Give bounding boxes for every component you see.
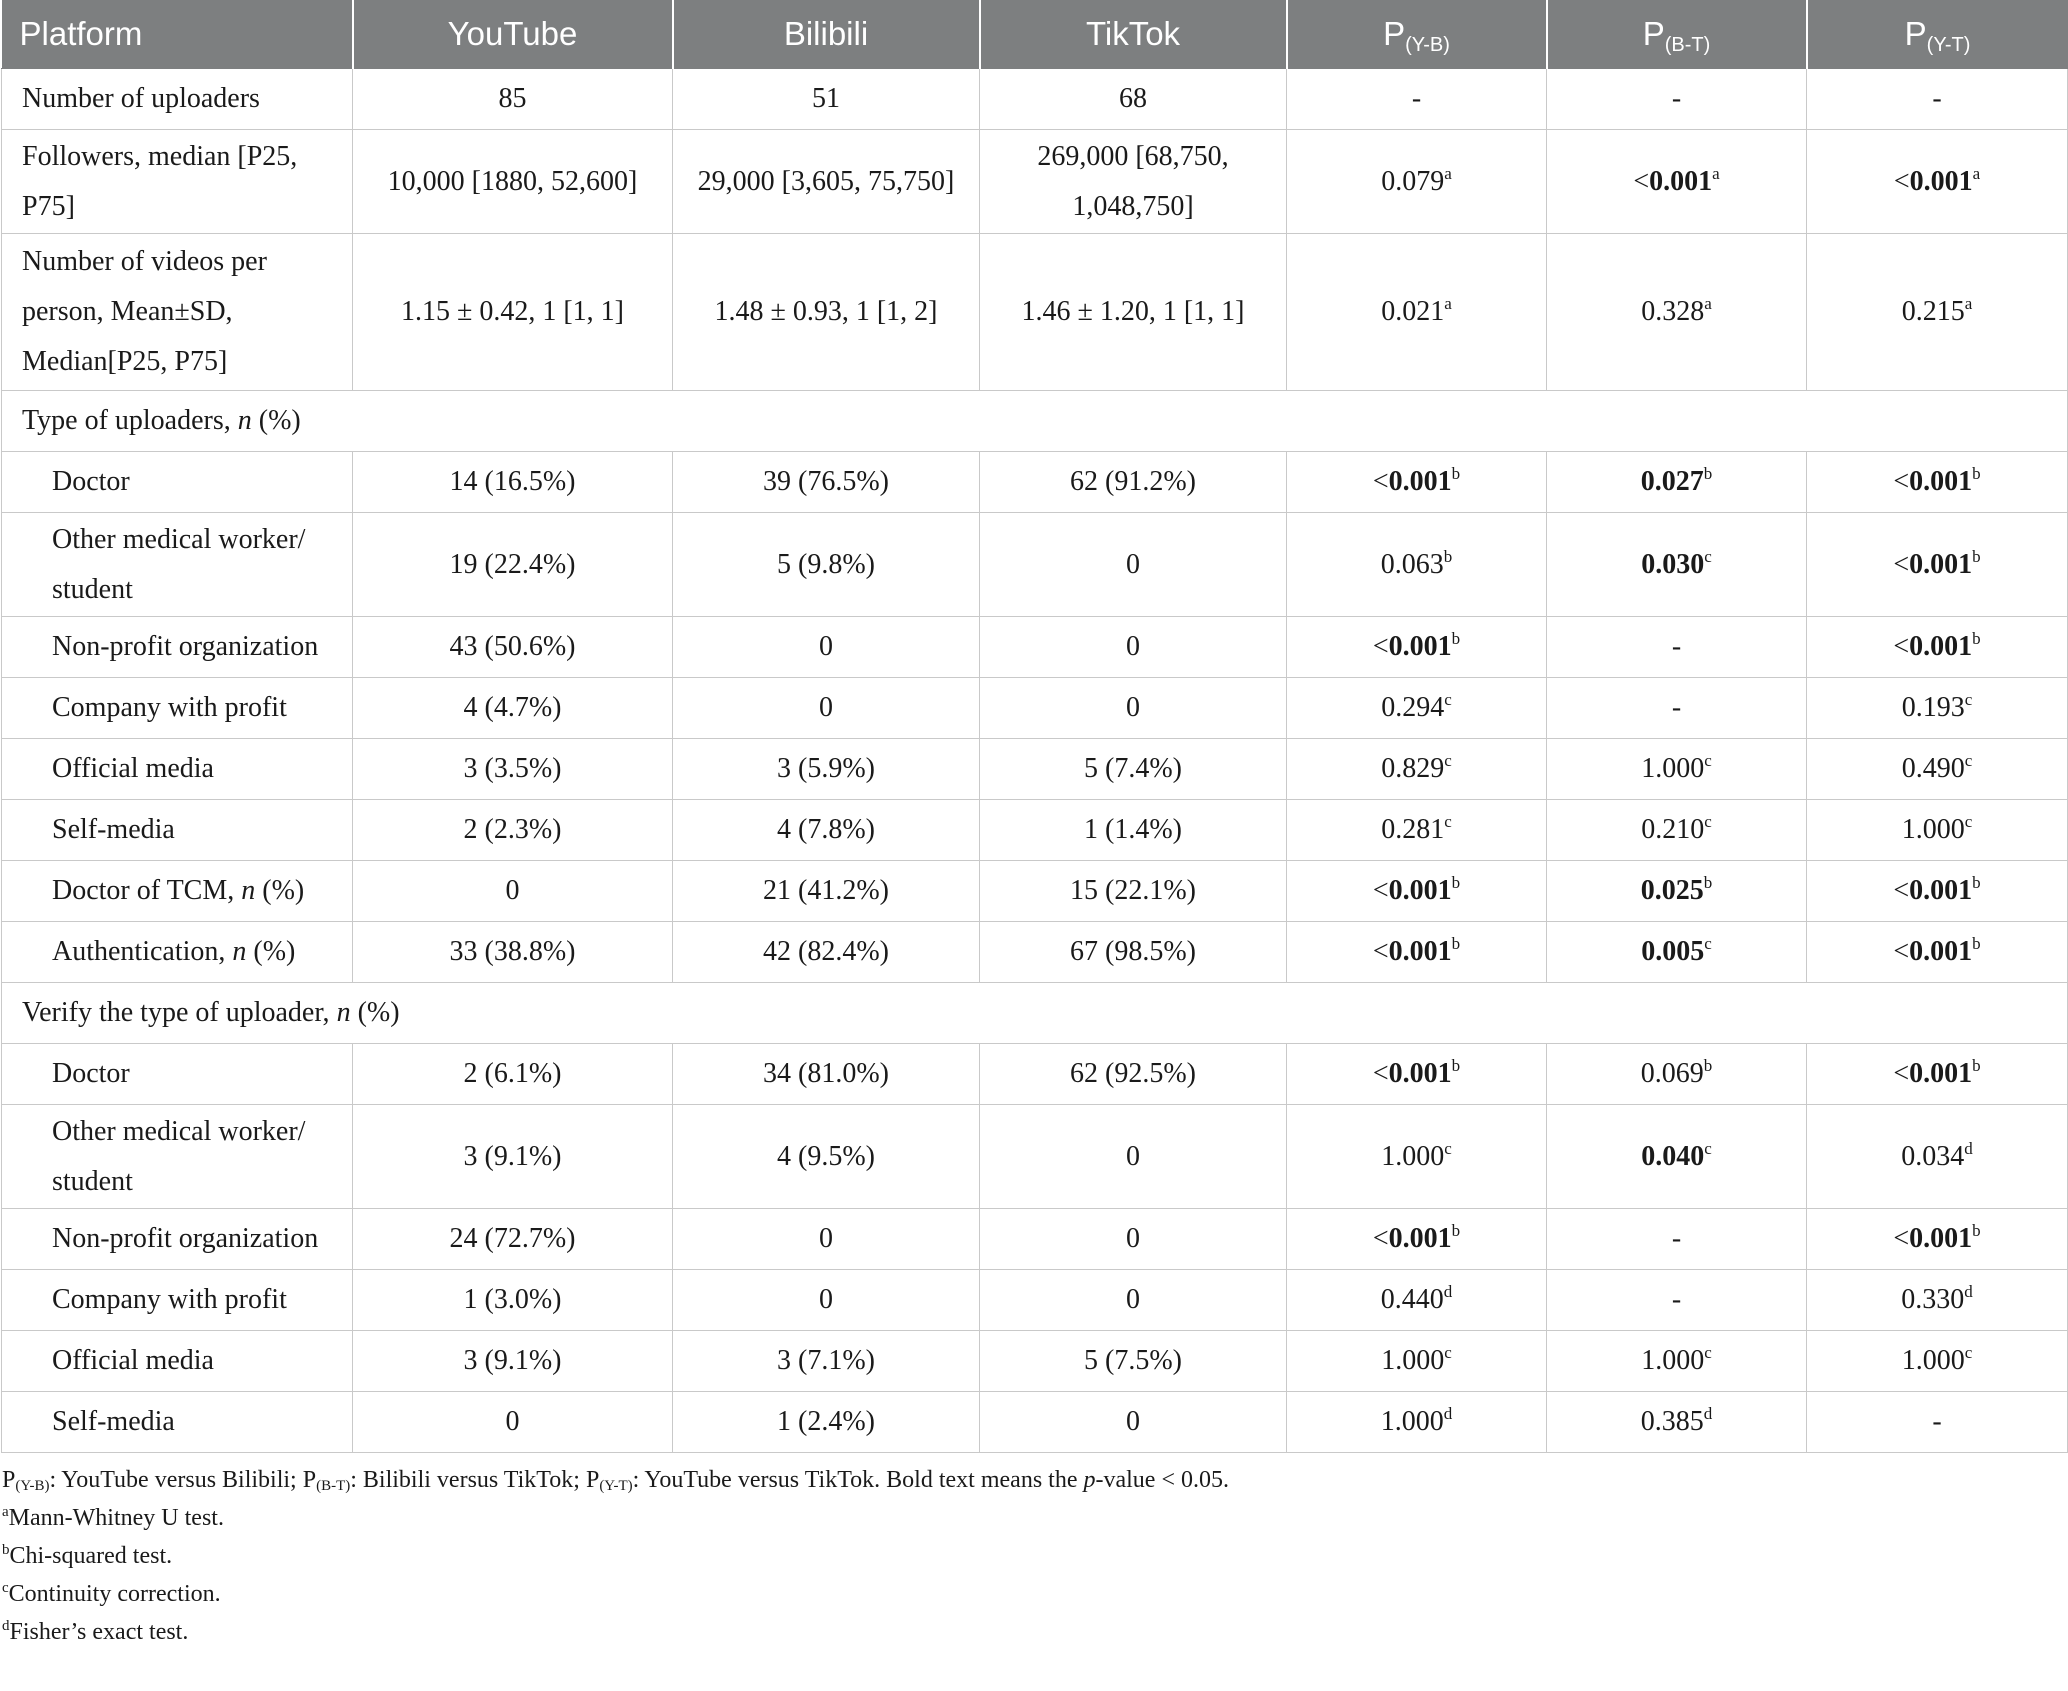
lt-sign: < bbox=[1893, 875, 1910, 906]
p-yt-cell bbox=[1807, 234, 2068, 391]
note-text: Fisher’s exact test. bbox=[9, 1619, 189, 1645]
label-text: Doctor of TCM, bbox=[52, 875, 242, 906]
test-superscript: d bbox=[1964, 1282, 1973, 1301]
table-row bbox=[2, 678, 2068, 739]
test-superscript: c bbox=[1704, 1343, 1712, 1362]
table-row bbox=[2, 922, 2068, 983]
p-bt-sub: (B-T) bbox=[1664, 34, 1711, 56]
p-yt-cell bbox=[1807, 678, 2068, 739]
footnote-marker: c bbox=[2, 1580, 9, 1596]
row-label: Number of videos per person, Mean±SD, Median[P25, P75] bbox=[2, 234, 353, 391]
lt-sign: < bbox=[1372, 631, 1389, 662]
p-yb-cell bbox=[1287, 922, 1547, 983]
section-label bbox=[2, 983, 2068, 1044]
tiktok-cell: 269,000 [68,750, 1,048,750] bbox=[980, 130, 1287, 234]
youtube-cell: 85 bbox=[353, 69, 673, 130]
test-superscript: a bbox=[1712, 163, 1720, 183]
p-yb-cell bbox=[1287, 452, 1547, 513]
bilibili-cell: 5 (9.8%) bbox=[673, 513, 980, 617]
label-text: (%) bbox=[246, 936, 296, 967]
test-superscript: b bbox=[1972, 873, 1981, 892]
p-value: 1.000 bbox=[1641, 753, 1705, 784]
section-label bbox=[2, 391, 2068, 452]
p-value: 0.330 bbox=[1901, 1284, 1965, 1315]
bilibili-cell: 34 (81.0%) bbox=[673, 1044, 980, 1105]
footnote-marker: a bbox=[2, 1504, 9, 1520]
lt-sign: < bbox=[1372, 875, 1389, 906]
p-value: 0.001 bbox=[1388, 936, 1452, 967]
header-bilibili: Bilibili bbox=[673, 0, 980, 69]
p-bt-cell: - bbox=[1547, 1209, 1807, 1270]
p-value: 0.001 bbox=[1388, 466, 1452, 497]
row-label: Doctor bbox=[2, 452, 353, 513]
test-superscript: b bbox=[1972, 546, 1981, 566]
p-bt-cell bbox=[1547, 1044, 1807, 1105]
lt-sign: < bbox=[1893, 1223, 1910, 1254]
p-yt-cell: - bbox=[1807, 69, 2068, 130]
test-superscript: a bbox=[1704, 294, 1712, 313]
footnote-abbreviations bbox=[2, 1461, 2068, 1499]
test-superscript: c bbox=[1704, 934, 1712, 953]
p-yb-cell bbox=[1287, 1392, 1547, 1453]
p-bt-cell bbox=[1547, 513, 1807, 617]
note-text: Chi-squared test. bbox=[9, 1543, 173, 1569]
youtube-cell: 1.15 ± 0.42, 1 [1, 1] bbox=[353, 234, 673, 391]
p-value: 1.000 bbox=[1641, 1345, 1705, 1376]
test-superscript: b bbox=[1451, 873, 1461, 892]
p-yt-cell bbox=[1807, 617, 2068, 678]
test-superscript: c bbox=[1444, 1138, 1452, 1158]
youtube-cell: 2 (2.3%) bbox=[353, 800, 673, 861]
youtube-cell: 24 (72.7%) bbox=[353, 1209, 673, 1270]
bilibili-cell: 1.48 ± 0.93, 1 [1, 2] bbox=[673, 234, 980, 391]
test-superscript: b bbox=[1703, 873, 1713, 892]
tiktok-cell: 0 bbox=[980, 678, 1287, 739]
row-label: Official media bbox=[2, 1331, 353, 1392]
p-letter: P bbox=[1642, 15, 1665, 52]
test-superscript: c bbox=[1704, 546, 1712, 566]
label-text: (%) bbox=[255, 875, 305, 906]
section-text: (%) bbox=[251, 405, 301, 436]
tiktok-cell: 62 (92.5%) bbox=[980, 1044, 1287, 1105]
p-value: 0.021 bbox=[1381, 296, 1445, 327]
p-value: 0.829 bbox=[1381, 753, 1445, 784]
p-yt-cell bbox=[1807, 1105, 2068, 1209]
p-value: 0.001 bbox=[1909, 1223, 1973, 1254]
p-yb-cell bbox=[1287, 1105, 1547, 1209]
p-bt-cell bbox=[1547, 452, 1807, 513]
test-superscript: b bbox=[1972, 1221, 1981, 1240]
note-text: : YouTube versus TikTok. Bold text means the bbox=[632, 1467, 1084, 1493]
test-superscript: b bbox=[1972, 1056, 1981, 1075]
footnote-marker: d bbox=[2, 1618, 10, 1634]
test-superscript: c bbox=[1964, 1343, 1973, 1362]
p-yt-cell bbox=[1807, 922, 2068, 983]
p-value: 0.063 bbox=[1380, 548, 1444, 580]
header-youtube: YouTube bbox=[353, 0, 673, 69]
tiktok-cell: 0 bbox=[980, 1392, 1287, 1453]
bilibili-cell: 0 bbox=[673, 617, 980, 678]
youtube-cell: 14 (16.5%) bbox=[353, 452, 673, 513]
lt-sign: < bbox=[1893, 936, 1910, 967]
test-superscript: b bbox=[1451, 934, 1461, 953]
youtube-cell: 19 (22.4%) bbox=[353, 513, 673, 617]
row-label: Other medical worker/ student bbox=[2, 513, 353, 617]
row-label: Non-profit organization bbox=[2, 1209, 353, 1270]
table-row bbox=[2, 130, 2068, 234]
n-italic: n bbox=[237, 405, 252, 436]
p-yt-cell bbox=[1807, 1270, 2068, 1331]
p-value: 0.281 bbox=[1381, 814, 1445, 845]
footnote-b bbox=[2, 1537, 2068, 1575]
p-yt-cell bbox=[1807, 130, 2068, 234]
test-superscript: c bbox=[1704, 1138, 1712, 1158]
p-yb-cell: - bbox=[1287, 69, 1547, 130]
p-yt-cell bbox=[1807, 800, 2068, 861]
test-superscript: b bbox=[1972, 934, 1981, 953]
p-bt-cell bbox=[1547, 1331, 1807, 1392]
p-yb-cell bbox=[1287, 800, 1547, 861]
bilibili-cell: 0 bbox=[673, 1270, 980, 1331]
test-superscript: c bbox=[1444, 751, 1452, 770]
p-value: 0.001 bbox=[1388, 1223, 1452, 1254]
p-letter: P bbox=[1383, 15, 1406, 52]
p-value: 0.001 bbox=[1909, 631, 1973, 662]
p-yb-cell bbox=[1287, 861, 1547, 922]
youtube-cell: 3 (9.1%) bbox=[353, 1105, 673, 1209]
p-yb-cell bbox=[1287, 1209, 1547, 1270]
bilibili-cell: 39 (76.5%) bbox=[673, 452, 980, 513]
p-yt-cell bbox=[1807, 452, 2068, 513]
table-row bbox=[2, 1105, 2068, 1209]
youtube-cell: 10,000 [1880, 52,600] bbox=[353, 130, 673, 234]
row-label: Non-profit organization bbox=[2, 617, 353, 678]
test-superscript: a bbox=[1444, 163, 1452, 183]
table-row bbox=[2, 513, 2068, 617]
section-text: (%) bbox=[350, 997, 400, 1028]
test-superscript: c bbox=[1964, 751, 1973, 770]
p-italic: p bbox=[1083, 1467, 1096, 1493]
p-value: 0.328 bbox=[1641, 296, 1705, 327]
note-text: -value < 0.05. bbox=[1095, 1467, 1229, 1493]
lt-sign: < bbox=[1893, 466, 1910, 497]
p-yb-cell bbox=[1287, 678, 1547, 739]
p-value: 0.001 bbox=[1909, 875, 1973, 906]
p-bt-cell bbox=[1547, 234, 1807, 391]
row-label: Other medical worker/ student bbox=[2, 1105, 353, 1209]
bilibili-cell: 29,000 [3,605, 75,750] bbox=[673, 130, 980, 234]
test-superscript: a bbox=[1972, 163, 1981, 183]
p-value: 0.490 bbox=[1901, 753, 1965, 784]
lt-sign: < bbox=[1372, 936, 1389, 967]
p-yb-cell bbox=[1287, 1044, 1547, 1105]
row-label bbox=[2, 861, 353, 922]
note-text: Continuity correction. bbox=[8, 1581, 221, 1607]
test-superscript: b bbox=[1703, 464, 1713, 483]
note-text: : Bilibili versus TikTok; bbox=[350, 1467, 586, 1493]
test-superscript: b bbox=[1972, 464, 1981, 483]
p-value: 0.215 bbox=[1901, 296, 1965, 327]
youtube-cell: 1 (3.0%) bbox=[353, 1270, 673, 1331]
youtube-cell: 3 (3.5%) bbox=[353, 739, 673, 800]
tiktok-cell: 68 bbox=[980, 69, 1287, 130]
p-letter: P bbox=[2, 1467, 16, 1493]
row-label: Company with profit bbox=[2, 678, 353, 739]
p-value: 0.001 bbox=[1388, 1058, 1452, 1089]
footnote-marker: b bbox=[2, 1542, 10, 1558]
tiktok-cell: 1 (1.4%) bbox=[980, 800, 1287, 861]
table-row bbox=[2, 1392, 2068, 1453]
p-yb-cell bbox=[1287, 1331, 1547, 1392]
lt-sign: < bbox=[1893, 165, 1910, 197]
bilibili-cell: 51 bbox=[673, 69, 980, 130]
p-value: 0.040 bbox=[1641, 1140, 1705, 1172]
p-yt-cell bbox=[1807, 739, 2068, 800]
test-superscript: c bbox=[1444, 812, 1452, 831]
youtube-cell: 2 (6.1%) bbox=[353, 1044, 673, 1105]
p-value: 0.001 bbox=[1909, 936, 1973, 967]
tiktok-cell: 0 bbox=[980, 1209, 1287, 1270]
note-text: Mann-Whitney U test. bbox=[8, 1505, 224, 1531]
header-p-bt bbox=[1547, 0, 1807, 69]
p-value: 0.079 bbox=[1381, 165, 1445, 197]
tiktok-cell: 0 bbox=[980, 1105, 1287, 1209]
p-value: 0.001 bbox=[1909, 548, 1973, 580]
section-row-type-of-uploaders bbox=[2, 391, 2068, 452]
p-value: 0.025 bbox=[1640, 875, 1704, 906]
bilibili-cell: 0 bbox=[673, 1209, 980, 1270]
bilibili-cell: 1 (2.4%) bbox=[673, 1392, 980, 1453]
p-yb-cell bbox=[1287, 1270, 1547, 1331]
lt-sign: < bbox=[1893, 631, 1910, 662]
p-bt-cell: - bbox=[1547, 678, 1807, 739]
youtube-cell: 33 (38.8%) bbox=[353, 922, 673, 983]
table-row bbox=[2, 1044, 2068, 1105]
table-row bbox=[2, 1209, 2068, 1270]
p-value: 0.027 bbox=[1640, 466, 1704, 497]
bilibili-cell: 3 (5.9%) bbox=[673, 739, 980, 800]
p-value: 0.385 bbox=[1640, 1406, 1704, 1437]
row-label: Official media bbox=[2, 739, 353, 800]
bilibili-cell: 0 bbox=[673, 678, 980, 739]
table-row bbox=[2, 452, 2068, 513]
p-value: 1.000 bbox=[1901, 814, 1965, 845]
p-yt-sub: (Y-T) bbox=[599, 1478, 633, 1494]
section-text: Verify the type of uploader, bbox=[22, 997, 337, 1028]
p-letter: P bbox=[302, 1467, 317, 1493]
bilibili-cell: 3 (7.1%) bbox=[673, 1331, 980, 1392]
p-yt-cell bbox=[1807, 1209, 2068, 1270]
table-row bbox=[2, 69, 2068, 130]
p-bt-cell: - bbox=[1547, 617, 1807, 678]
test-superscript: c bbox=[1964, 690, 1973, 709]
test-superscript: b bbox=[1451, 629, 1461, 648]
note-text: : YouTube versus Bilibili; bbox=[49, 1467, 303, 1493]
header-row bbox=[2, 0, 2068, 69]
p-value: 0.001 bbox=[1388, 875, 1452, 906]
p-value: 0.030 bbox=[1641, 548, 1705, 580]
p-bt-cell bbox=[1547, 1392, 1807, 1453]
p-bt-cell bbox=[1547, 861, 1807, 922]
youtube-cell: 0 bbox=[353, 1392, 673, 1453]
test-superscript: d bbox=[1443, 1282, 1453, 1301]
test-superscript: d bbox=[1443, 1404, 1453, 1423]
n-italic: n bbox=[336, 997, 351, 1028]
p-value: 0.193 bbox=[1901, 692, 1965, 723]
section-row-verify-type bbox=[2, 983, 2068, 1044]
p-bt-cell bbox=[1547, 922, 1807, 983]
p-letter: P bbox=[1904, 15, 1927, 52]
header-tiktok: TikTok bbox=[980, 0, 1287, 69]
test-superscript: b bbox=[1451, 1056, 1461, 1075]
p-value: 0.001 bbox=[1909, 1058, 1973, 1089]
tiktok-cell: 5 (7.4%) bbox=[980, 739, 1287, 800]
n-italic: n bbox=[232, 936, 247, 967]
p-value: 0.034 bbox=[1901, 1140, 1965, 1172]
p-value: 0.001 bbox=[1649, 165, 1713, 197]
footnote-c bbox=[2, 1575, 2068, 1613]
test-superscript: c bbox=[1964, 812, 1973, 831]
p-yb-sub: (Y-B) bbox=[1405, 34, 1450, 56]
n-italic: n bbox=[241, 875, 256, 906]
header-platform: Platform bbox=[2, 0, 353, 69]
tiktok-cell: 0 bbox=[980, 513, 1287, 617]
test-superscript: b bbox=[1451, 464, 1461, 483]
p-letter: P bbox=[585, 1467, 600, 1493]
p-bt-cell bbox=[1547, 800, 1807, 861]
test-superscript: b bbox=[1972, 629, 1981, 648]
p-yb-cell bbox=[1287, 739, 1547, 800]
row-label: Self-media bbox=[2, 1392, 353, 1453]
p-value: 0.210 bbox=[1641, 814, 1705, 845]
header-p-yt bbox=[1807, 0, 2068, 69]
p-value: 0.001 bbox=[1388, 631, 1452, 662]
p-value: 0.440 bbox=[1380, 1284, 1444, 1315]
row-label bbox=[2, 922, 353, 983]
lt-sign: < bbox=[1633, 165, 1650, 197]
youtube-cell: 4 (4.7%) bbox=[353, 678, 673, 739]
footnote-a bbox=[2, 1499, 2068, 1537]
p-value: 1.000 bbox=[1380, 1406, 1444, 1437]
bilibili-cell: 4 (9.5%) bbox=[673, 1105, 980, 1209]
tiktok-cell: 0 bbox=[980, 1270, 1287, 1331]
lt-sign: < bbox=[1372, 1058, 1389, 1089]
p-value: 0.069 bbox=[1640, 1058, 1704, 1089]
test-superscript: b bbox=[1703, 1056, 1713, 1075]
row-label: Doctor bbox=[2, 1044, 353, 1105]
p-yt-cell bbox=[1807, 513, 2068, 617]
row-label: Self-media bbox=[2, 800, 353, 861]
p-bt-cell bbox=[1547, 1105, 1807, 1209]
p-value: 1.000 bbox=[1901, 1345, 1965, 1376]
tiktok-cell: 67 (98.5%) bbox=[980, 922, 1287, 983]
p-yb-cell bbox=[1287, 513, 1547, 617]
p-value: 0.005 bbox=[1641, 936, 1705, 967]
p-value: 0.294 bbox=[1381, 692, 1445, 723]
p-yb-cell bbox=[1287, 130, 1547, 234]
label-text: Authentication, bbox=[52, 936, 233, 967]
table-row bbox=[2, 739, 2068, 800]
tiktok-cell: 0 bbox=[980, 617, 1287, 678]
p-yt-cell bbox=[1807, 1044, 2068, 1105]
bilibili-cell: 4 (7.8%) bbox=[673, 800, 980, 861]
p-bt-sub: (B-T) bbox=[316, 1478, 351, 1494]
tiktok-cell: 1.46 ± 1.20, 1 [1, 1] bbox=[980, 234, 1287, 391]
bilibili-cell: 21 (41.2%) bbox=[673, 861, 980, 922]
uploader-characteristics-table bbox=[1, 0, 2068, 1453]
row-label: Company with profit bbox=[2, 1270, 353, 1331]
p-bt-cell bbox=[1547, 130, 1807, 234]
test-superscript: b bbox=[1443, 546, 1453, 566]
section-text: Type of uploaders, bbox=[22, 405, 238, 436]
youtube-cell: 3 (9.1%) bbox=[353, 1331, 673, 1392]
youtube-cell: 0 bbox=[353, 861, 673, 922]
test-superscript: d bbox=[1964, 1138, 1973, 1158]
lt-sign: < bbox=[1372, 466, 1389, 497]
table-row bbox=[2, 234, 2068, 391]
tiktok-cell: 15 (22.1%) bbox=[980, 861, 1287, 922]
table-row bbox=[2, 617, 2068, 678]
header-p-yb bbox=[1287, 0, 1547, 69]
p-yt-cell: - bbox=[1807, 1392, 2068, 1453]
p-yb-sub: (Y-B) bbox=[15, 1478, 50, 1494]
bilibili-cell: 42 (82.4%) bbox=[673, 922, 980, 983]
lt-sign: < bbox=[1893, 548, 1910, 580]
test-superscript: c bbox=[1704, 812, 1712, 831]
lt-sign: < bbox=[1893, 1058, 1910, 1089]
p-yt-cell bbox=[1807, 861, 2068, 922]
table-row bbox=[2, 1331, 2068, 1392]
table-row bbox=[2, 1270, 2068, 1331]
test-superscript: b bbox=[1451, 1221, 1461, 1240]
test-superscript: c bbox=[1704, 751, 1712, 770]
footnote-d bbox=[2, 1613, 2068, 1651]
p-value: 0.001 bbox=[1909, 165, 1973, 197]
lt-sign: < bbox=[1372, 1223, 1389, 1254]
p-value: 0.001 bbox=[1909, 466, 1973, 497]
p-yt-cell bbox=[1807, 1331, 2068, 1392]
row-label: Number of uploaders bbox=[2, 69, 353, 130]
p-value: 1.000 bbox=[1381, 1140, 1445, 1172]
p-yt-sub: (Y-T) bbox=[1926, 34, 1971, 56]
p-value: 1.000 bbox=[1381, 1345, 1445, 1376]
test-superscript: a bbox=[1964, 294, 1973, 313]
p-yb-cell bbox=[1287, 234, 1547, 391]
p-bt-cell: - bbox=[1547, 1270, 1807, 1331]
p-bt-cell bbox=[1547, 739, 1807, 800]
table-footnotes bbox=[0, 1461, 2068, 1651]
tiktok-cell: 62 (91.2%) bbox=[980, 452, 1287, 513]
p-yb-cell bbox=[1287, 617, 1547, 678]
table-row bbox=[2, 861, 2068, 922]
test-superscript: c bbox=[1444, 690, 1452, 709]
row-label: Followers, median [P25, P75] bbox=[2, 130, 353, 234]
test-superscript: a bbox=[1444, 294, 1452, 313]
tiktok-cell: 5 (7.5%) bbox=[980, 1331, 1287, 1392]
youtube-cell: 43 (50.6%) bbox=[353, 617, 673, 678]
test-superscript: c bbox=[1444, 1343, 1452, 1362]
p-bt-cell: - bbox=[1547, 69, 1807, 130]
table-row bbox=[2, 800, 2068, 861]
test-superscript: d bbox=[1703, 1404, 1713, 1423]
